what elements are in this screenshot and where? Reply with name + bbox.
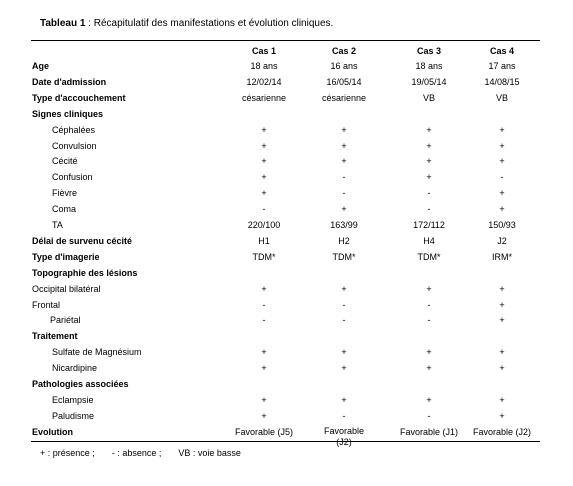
cell-cas-2: -: [342, 172, 346, 183]
cell-cas-4: IRM*: [492, 251, 512, 262]
row-label: Paludisme: [52, 410, 95, 421]
table-row: [0, 314, 573, 330]
cell-cas-1: +: [261, 363, 267, 374]
table-row: [0, 76, 573, 92]
cell-cas-4: +: [499, 140, 505, 151]
cell-cas-2: +: [341, 363, 347, 374]
table-row: [0, 235, 573, 251]
cell-cas-3: -: [427, 188, 431, 199]
cell-cas-2: +: [341, 156, 347, 167]
table-row: [0, 155, 573, 171]
table-footnote: [40, 448, 241, 458]
cell-cas-2: 16/05/14: [326, 76, 362, 87]
cell-cas-4: +: [499, 124, 505, 135]
cell-cas-1: +: [261, 283, 267, 294]
cell-cas-2: 163/99: [330, 220, 358, 230]
table-row: [0, 124, 573, 140]
cell-cas-2: +: [341, 283, 347, 294]
table-row: [0, 140, 573, 156]
row-label: Pariétal: [50, 315, 81, 326]
row-label: TA: [52, 220, 63, 230]
cell-cas-3: Favorable (J1): [399, 426, 459, 437]
cell-cas-1: +: [261, 394, 267, 405]
cell-cas-4: +: [499, 188, 505, 199]
cell-cas-3: 18 ans: [415, 61, 443, 71]
footnote-absence: - : absence ;: [111, 448, 162, 458]
cell-cas-3: H4: [423, 235, 435, 246]
cell-cas-2: 16 ans: [330, 61, 358, 71]
row-label: Convulsion: [52, 140, 97, 151]
row-label: Fièvre: [52, 188, 78, 199]
row-label: Nicardipine: [52, 363, 98, 374]
cell-cas-4: +: [499, 410, 505, 421]
cell-cas-4: +: [499, 299, 505, 310]
table-row: [0, 425, 573, 447]
cell-cas-2: +: [341, 124, 347, 135]
cell-cas-3: 19/05/14: [411, 76, 447, 87]
cell-cas-4: +: [499, 283, 505, 294]
cell-cas-2: +: [341, 347, 347, 358]
row-label: Age: [32, 61, 50, 71]
cell-cas-3: 172/112: [413, 220, 445, 230]
row-label: Pathologies associées: [32, 379, 129, 389]
cell-cas-4: +: [499, 394, 505, 405]
table-number: Tableau 1: [40, 18, 86, 29]
cell-cas-2: -: [342, 188, 346, 199]
cell-cas-2: +: [341, 394, 347, 405]
table-row: [0, 187, 573, 203]
table-row: [0, 330, 573, 346]
cell-cas-2: -: [342, 299, 346, 310]
row-label: Type d'imagerie: [32, 251, 100, 262]
cell-cas-1: H1: [258, 235, 270, 246]
table-row: [0, 108, 573, 124]
table-row: [0, 92, 573, 108]
cell-cas-2: +: [341, 140, 347, 151]
row-label: Traitement: [32, 331, 78, 342]
footnote-presence: + : présence ;: [40, 448, 95, 458]
table-row: [0, 283, 573, 299]
footnote-vb: VB : voie basse: [178, 448, 241, 458]
cell-cas-4: 17 ans: [488, 61, 516, 71]
table-row: [0, 299, 573, 315]
row-label: Occipital bilatéral: [32, 283, 101, 294]
cell-cas-1: -: [262, 299, 266, 310]
cell-cas-2: -: [342, 410, 346, 421]
cell-cas-4: -: [500, 172, 504, 183]
cell-cas-1: +: [261, 410, 267, 421]
cell-cas-1: 220/100: [247, 220, 281, 230]
cell-cas-2: Favorable (J2): [323, 425, 365, 447]
row-label: Eclampsie: [52, 394, 94, 405]
cell-cas-4: +: [499, 363, 505, 374]
cell-cas-1: 18 ans: [250, 61, 278, 71]
table-row: [0, 362, 573, 378]
table-row: [0, 60, 573, 76]
cell-cas-1: +: [261, 124, 267, 135]
cell-cas-3: +: [426, 124, 432, 135]
table-row: [0, 394, 573, 410]
table-row: [0, 267, 573, 283]
cell-cas-2: +: [341, 204, 347, 215]
cell-cas-1: TDM*: [252, 251, 276, 262]
cell-cas-3: -: [427, 315, 431, 326]
table-row: [0, 203, 573, 219]
cell-cas-2: H2: [338, 235, 350, 246]
row-label: Céphalées: [52, 124, 96, 135]
cell-cas-1: -: [262, 315, 266, 326]
row-label: Cécité: [52, 156, 78, 167]
cell-cas-4: +: [499, 156, 505, 167]
table-row: [0, 219, 573, 235]
table-row: [0, 410, 573, 426]
cell-cas-1: +: [261, 172, 267, 183]
header-cas-4: Cas 4: [489, 46, 515, 56]
cell-cas-4: +: [499, 347, 505, 358]
cell-cas-4: +: [499, 204, 505, 215]
cell-cas-3: +: [426, 156, 432, 167]
table-row: [0, 346, 573, 362]
table-title: : Récapitulatif des manifestations et évolution cliniques.: [85, 18, 334, 29]
cell-cas-3: -: [427, 410, 431, 421]
cell-cas-3: +: [426, 347, 432, 358]
table-row: [0, 171, 573, 187]
row-label: Signes cliniques: [32, 108, 104, 119]
cell-cas-4: +: [499, 315, 505, 326]
cell-cas-1: +: [261, 188, 267, 199]
table-row: [0, 378, 573, 394]
row-label: Evolution: [32, 426, 73, 437]
row-label: Confusion: [52, 172, 93, 183]
header-cas-2: Cas 2: [331, 46, 357, 56]
cell-cas-3: +: [426, 283, 432, 294]
row-label: Sulfate de Magnésium: [52, 347, 142, 358]
cell-cas-3: VB: [422, 92, 435, 103]
cell-cas-3: -: [427, 204, 431, 215]
cell-cas-1: +: [261, 347, 267, 358]
row-label: Type d'accouchement: [32, 92, 126, 103]
cell-cas-1: -: [262, 204, 266, 215]
cell-cas-3: +: [426, 363, 432, 374]
row-label: Coma: [52, 204, 77, 215]
cell-cas-3: +: [426, 140, 432, 151]
cell-cas-2: TDM*: [332, 251, 356, 262]
cell-cas-1: +: [261, 140, 267, 151]
cell-cas-1: Favorable (J5): [234, 426, 294, 437]
header-cas-3: Cas 3: [416, 46, 442, 56]
row-label: Frontal: [32, 299, 61, 310]
cell-cas-1: 12/02/14: [246, 76, 282, 87]
cell-cas-4: Favorable (J2): [472, 426, 532, 437]
cell-cas-4: 14/08/15: [484, 76, 520, 87]
header-cas-1: Cas 1: [251, 46, 277, 56]
row-label: Topographie des lésions: [32, 267, 138, 278]
cell-cas-1: +: [261, 156, 267, 167]
cell-cas-4: J2: [497, 235, 507, 246]
cell-cas-3: +: [426, 394, 432, 405]
cell-cas-4: 150/93: [488, 220, 516, 230]
table-row: [0, 251, 573, 267]
cell-cas-3: TDM*: [417, 251, 441, 262]
cell-cas-1: césarienne: [241, 92, 287, 103]
table-bottom-rule: [31, 441, 540, 442]
cell-cas-2: -: [342, 315, 346, 326]
cell-cas-2: césarienne: [321, 92, 367, 103]
row-label: Date d'admission: [32, 76, 107, 87]
cell-cas-4: VB: [495, 92, 508, 103]
row-label: Délai de survenu cécité: [32, 235, 133, 246]
cell-cas-3: +: [426, 172, 432, 183]
cell-cas-3: -: [427, 299, 431, 310]
